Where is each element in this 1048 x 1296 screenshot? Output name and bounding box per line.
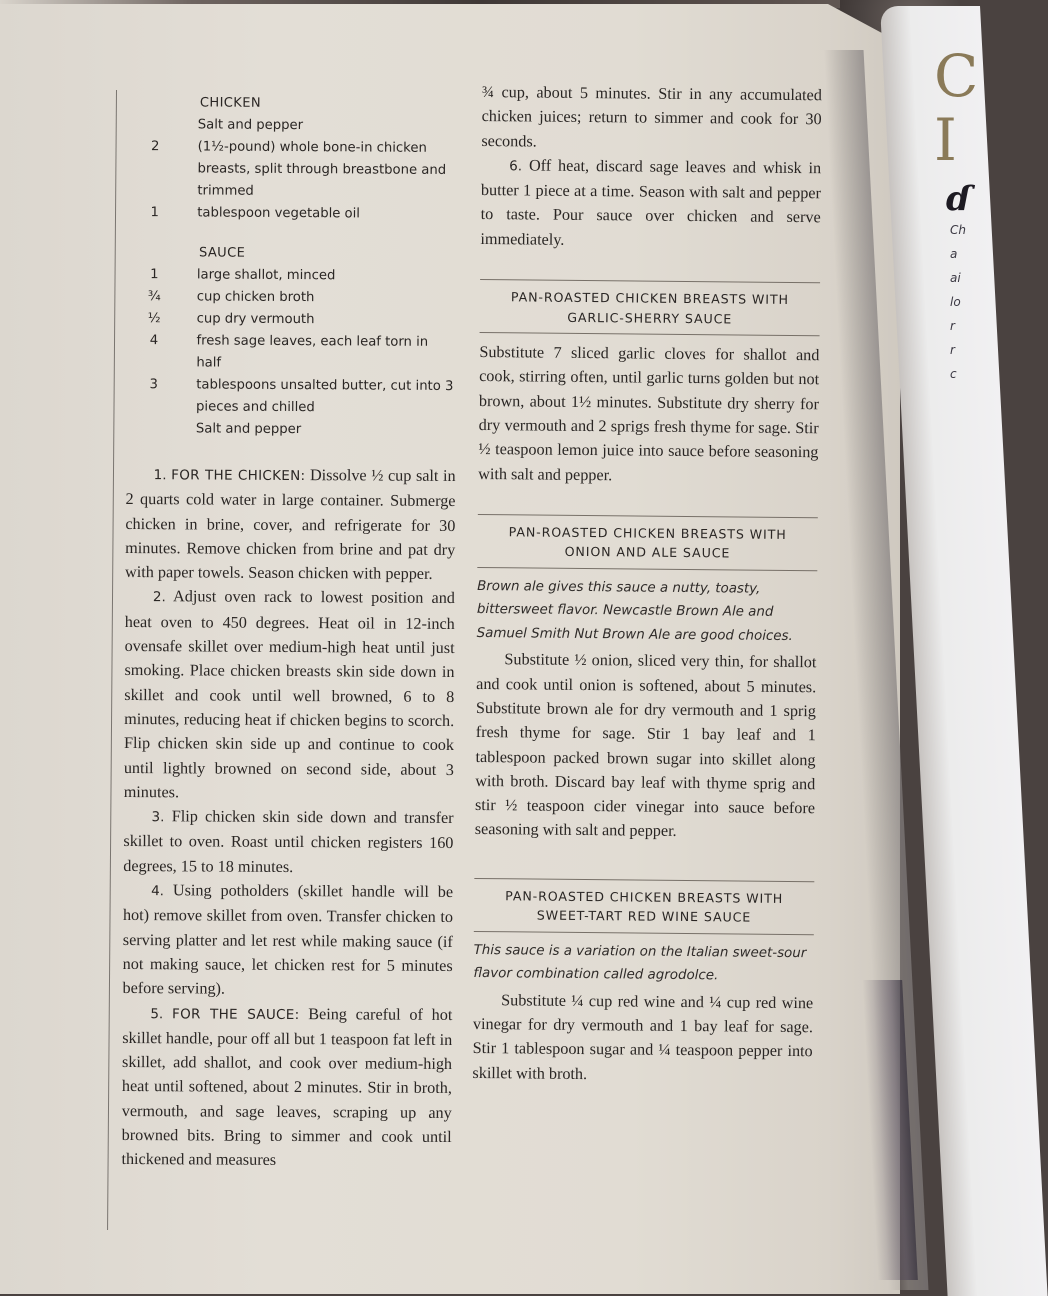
next-page-text-fragment: ai [950, 271, 961, 285]
next-page-text-fragment: r [950, 343, 955, 357]
ingredient-item [128, 114, 458, 138]
decorative-initial-icon: ɗ [946, 179, 971, 219]
ingredient-item [127, 264, 457, 288]
variation-title-line: GARLIC-SHERRY SAUCE [567, 309, 733, 326]
step-text: Adjust oven rack to lowest position and heat oven to 450 degrees. Heat oil in 12-inch ovensafe skillet over medium-high heat until just smoking. Place chicken breasts skin side down in skillet and cook until well browned, 6 to 8 minutes, reducing heat if chicken begins to scorch. Flip chicken skin side up and continue to cook until lightly browned on second side, about 3 minutes. [123, 587, 455, 802]
recipe-step [480, 153, 821, 254]
ingredient-text: tablespoons unsalted butter, cut into 3 pieces and chilled [196, 377, 454, 416]
ingredient-text: (1½-pound) whole bone-in chicken breasts, split through breastbone and trimmed [197, 139, 447, 199]
ingredient-text: cup dry vermouth [196, 311, 315, 328]
ingredient-qty: 1 [150, 205, 159, 221]
variation-intro: Brown ale gives this sauce a nutty, toasty, bittersweet flavor. Newcastle Brown Ale and Samuel Smith Nut Brown Ale are good choices. [476, 578, 793, 644]
ingredient-item [126, 330, 456, 376]
recipe-left-column [121, 92, 458, 1174]
variation-title-line: PAN-ROASTED CHICKEN BREASTS WITH [508, 524, 787, 542]
next-page-fragments [934, 42, 979, 386]
ingredient-item [127, 308, 457, 332]
variation-onion-ale [475, 514, 818, 845]
next-page-text-fragment: Ch [950, 223, 966, 237]
variation-garlic-sherry [478, 279, 820, 489]
variation-title-line: PAN-ROASTED CHICKEN BREASTS WITH [505, 887, 784, 906]
variation-title-line: ONION AND ALE SAUCE [564, 544, 731, 561]
ingredient-text: tablespoon vegetable oil [197, 205, 361, 222]
step-text: Flip chicken skin side down and transfer skillet to oven. Roast until chicken registers 160 degrees, 15 to 18 minutes. [123, 807, 454, 876]
ingredient-qty: ½ [147, 311, 161, 327]
ingredient-qty: 3 [149, 377, 158, 393]
variation-sweet-tart-red-wine [472, 878, 814, 1088]
next-page-text-fragment: a [950, 247, 958, 261]
ingredient-item [126, 418, 456, 442]
next-page-title-fragment: C [934, 42, 979, 110]
step-label: FOR THE CHICKEN: [171, 467, 306, 485]
ingredient-qty: 4 [149, 333, 159, 349]
ingredient-text: large shallot, minced [196, 267, 336, 284]
ingredient-text: cup chicken broth [196, 289, 315, 306]
step-text: Using potholders (skillet handle will be hot) remove skillet from oven. Transfer chicken to serving platter and let rest while making sauce (if not making sauce, let chicken rest for 5 minutes before serving). [122, 881, 454, 998]
step-number: 3. [151, 809, 165, 826]
ingredient-item [127, 286, 457, 310]
step-label: FOR THE SAUCE: [172, 1005, 300, 1023]
recipe-step-continued: ¾ cup, about 5 minutes. Stir in any accumulated chicken juices; return to simmer and cook for 30 seconds. [481, 82, 822, 151]
next-page-text-fragment: r [950, 319, 955, 333]
step-text: Dissolve ½ cup salt in 2 quarts cold water in large container. Submerge chicken in brine, cover, and refrigerate for 30 minutes. Remove chicken from brine and pat dry with paper towels. Season chicken with pepper. [125, 466, 456, 584]
ingredient-item [126, 374, 456, 420]
ingredient-text: Salt and pepper [197, 117, 304, 134]
ingredient-group-heading: CHICKEN [199, 95, 262, 111]
ingredient-group-sauce [126, 242, 457, 442]
step-number: 5. [150, 1005, 164, 1022]
ingredient-text: fresh sage leaves, each leaf torn in half [196, 333, 429, 371]
ingredient-text: Salt and pepper [195, 421, 302, 438]
step-text: Off heat, discard sage leaves and whisk in butter 1 piece at a time. Season with salt and pepper to taste. Pour sauce over chicken and serve immediately. [480, 156, 822, 249]
recipe-step [121, 1001, 452, 1174]
recipe-steps [121, 462, 455, 1174]
next-page-title-fragment: I [934, 106, 957, 174]
variation-body: Substitute 7 sliced garlic cloves for shallot and cook, stirring often, until garlic turns golden but not brown, about 1½ minutes. Substitute dry sherry for dry vermouth and 2 sprigs fresh thyme for sage. Stir ½ teaspoon lemon juice into sauce before seasoning with salt and pepper. [478, 343, 820, 484]
step-number: 6. [509, 158, 523, 175]
ingredient-group-heading: SAUCE [198, 245, 246, 261]
variation-title-line: PAN-ROASTED CHICKEN BREASTS WITH [510, 289, 789, 308]
recipe-step [125, 462, 456, 586]
variation-title [480, 280, 820, 335]
variation-intro: This sauce is a variation on the Italian sweet-sour flavor combination called agrodolce. [473, 942, 807, 984]
recipe-step [124, 584, 455, 806]
ingredient-qty: ¾ [147, 289, 161, 305]
next-page-text-fragment: lo [950, 295, 961, 309]
ingredient-item [127, 136, 457, 204]
recipe-right-column [472, 80, 822, 1088]
recipe-step [122, 878, 453, 1002]
variation-body: Substitute ¼ cup red wine and ¼ cup red wine vinegar for dry vermouth and 1 bay leaf for sage. Stir 1 tablespoon sugar and ¼ teaspoon pepper into skillet with broth. [472, 990, 814, 1083]
step-number: 4. [151, 883, 165, 900]
ingredient-qty [126, 418, 181, 440]
recipe-step [123, 804, 453, 880]
step-number: 1. [153, 467, 167, 484]
ingredient-qty [128, 114, 183, 136]
ingredient-item [127, 202, 457, 226]
ingredient-qty: 2 [150, 139, 160, 155]
variation-title-line: SWEET-TART RED WINE SAUCE [536, 907, 752, 925]
next-page-text-fragment: c [950, 367, 957, 381]
ingredient-group-chicken [127, 92, 458, 226]
variation-title [474, 879, 814, 934]
ingredient-qty: 1 [150, 267, 159, 283]
variation-title [477, 515, 817, 570]
variation-body: Substitute ½ onion, sliced very thin, for shallot and cook until onion is softened, about 5 minutes. Substitute brown ale for dry vermouth and 1 sprig fresh thyme for sage. Stir 1 bay leaf and 1 tablespoon packed brown sugar into skillet along with broth. Discard bay leaf with thyme sprig and stir ½ teaspoon cider vinegar into sauce before seasoning with salt and pepper. [474, 650, 817, 841]
step-number: 2. [152, 589, 166, 606]
step-text: Being careful of hot skillet handle, pour off all but 1 teaspoon fat left in skillet, add shallot, and cook over medium-high heat until softened, about 2 minutes. Stir in broth, vermouth, and sage leaves, scraping up any browned bits. Bring to simmer and cook until thickened and measures [121, 1004, 453, 1170]
